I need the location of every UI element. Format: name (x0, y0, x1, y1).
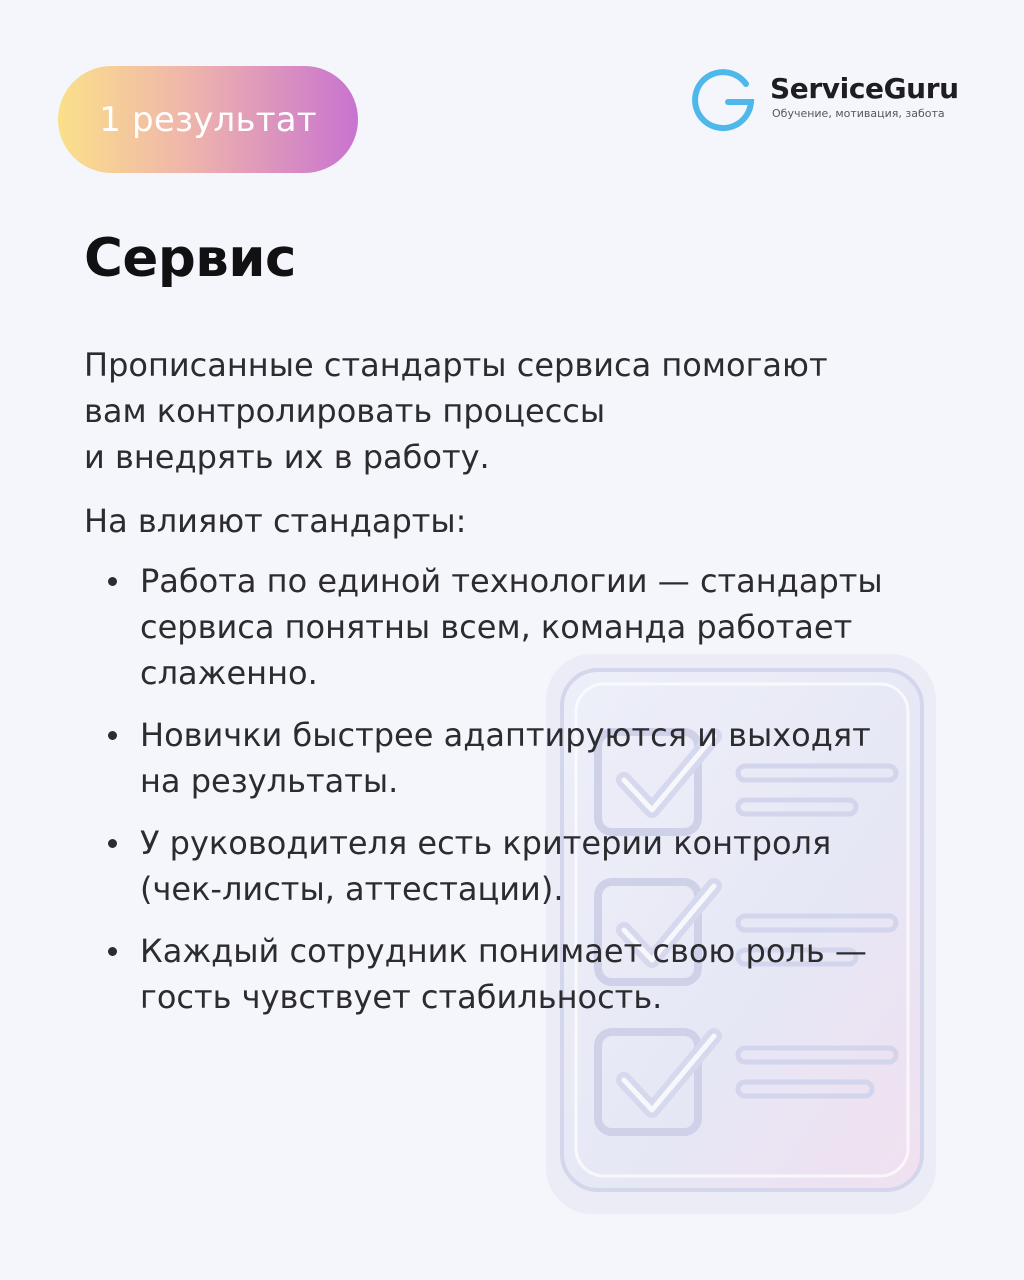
bullet-list (84, 558, 974, 1020)
intro-line: вам контролировать процессы (84, 392, 606, 430)
list-item (84, 558, 974, 696)
list-item-line: сервиса понятны всем, команда работает (140, 608, 853, 646)
list-item-line: слаженно. (140, 654, 318, 692)
page-title: Сервис (84, 228, 296, 289)
intro-line: Прописанные стандарты сервиса помогают (84, 346, 828, 384)
intro-line: и внедрять их в работу. (84, 438, 490, 476)
list-item (84, 712, 974, 804)
intro-paragraph (84, 342, 974, 480)
list-item-line: на результаты. (140, 762, 399, 800)
content-block (84, 342, 974, 1036)
list-item-line: Новички быстрее адаптируются и выходят (140, 716, 871, 754)
lead-text: На влияют стандарты: (84, 502, 467, 540)
logo-name: ServiceGuru (770, 72, 959, 105)
logo-tagline: Обучение, мотивация, забота (772, 107, 945, 120)
list-item (84, 820, 974, 912)
list-item-line: гость чувствует стабильность. (140, 978, 663, 1016)
list-item-line: (чек-листы, аттестации). (140, 870, 564, 908)
result-badge-label: 1 результат (99, 99, 317, 140)
result-badge (58, 66, 358, 173)
list-item-line: У руководителя есть критерии контроля (140, 824, 832, 862)
list-item (84, 928, 974, 1020)
logo-g-icon (688, 64, 758, 134)
list-item-line: Работа по единой технологии — стандарты (140, 562, 883, 600)
serviceguru-logo (688, 62, 988, 138)
list-item-line: Каждый сотрудник понимает свою роль — (140, 932, 867, 970)
